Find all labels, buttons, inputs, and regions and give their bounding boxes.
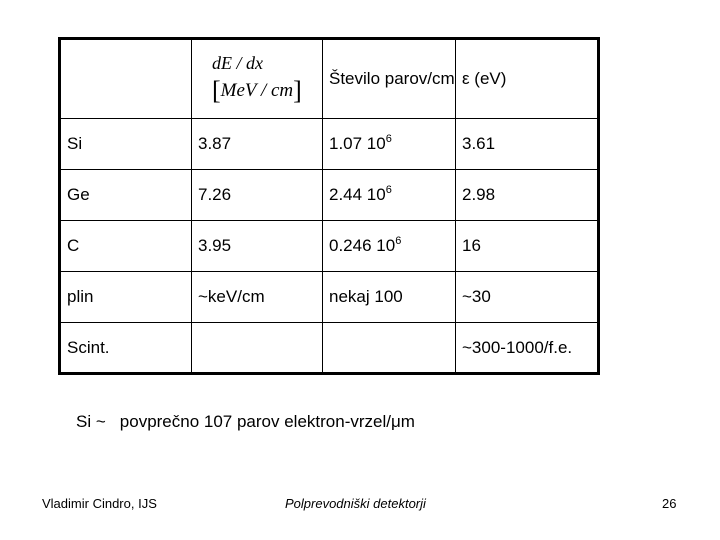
- table-row: [60, 170, 599, 221]
- pairs-cell: [323, 170, 456, 221]
- pairs-mantissa: 1.07 10: [329, 134, 386, 153]
- pair-density-note: [76, 412, 415, 432]
- dedx-formula: [212, 53, 302, 106]
- pairs-cell: [323, 323, 456, 374]
- pairs-exponent: 6: [385, 133, 392, 145]
- dedx-cell: [192, 323, 323, 374]
- header-dedx-cell: [192, 39, 323, 119]
- dedx-cell: 3.95: [192, 221, 323, 272]
- energy-cell: ~30: [456, 272, 599, 323]
- formula-top: dE / dx: [212, 52, 263, 73]
- material-cell: C: [60, 221, 192, 272]
- material-cell: Si: [60, 119, 192, 170]
- pairs-cell: [323, 221, 456, 272]
- material-cell: plin: [60, 272, 192, 323]
- formula-unit-line: [MeV / cm]: [212, 75, 302, 105]
- header-energy-cell: ε (eV): [456, 39, 599, 119]
- pairs-cell: [323, 119, 456, 170]
- pairs-mantissa: 0.246 10: [329, 236, 396, 255]
- pairs-exponent: 6: [385, 184, 392, 196]
- footer-author: Vladimir Cindro, IJS: [42, 496, 157, 511]
- table-row: [60, 119, 599, 170]
- pairs-mantissa: 2.44 10: [329, 185, 386, 204]
- energy-cell: 16: [456, 221, 599, 272]
- dedx-cell: ~keV/cm: [192, 272, 323, 323]
- energy-cell: 2.98: [456, 170, 599, 221]
- note-prefix: Si ~: [76, 412, 106, 431]
- page-number: 26: [662, 496, 677, 511]
- footer-title: Polprevodniški detektorji: [285, 496, 426, 511]
- dedx-cell: 7.26: [192, 170, 323, 221]
- energy-cell: ~300-1000/f.e.: [456, 323, 599, 374]
- header-corner-cell: [60, 39, 192, 119]
- dedx-cell: 3.87: [192, 119, 323, 170]
- material-cell: Scint.: [60, 323, 192, 374]
- table-row: [60, 323, 599, 374]
- table-header-row: [60, 39, 599, 119]
- table-row: [60, 272, 599, 323]
- formula-unit: MeV / cm: [220, 79, 294, 101]
- energy-cell: 3.61: [456, 119, 599, 170]
- note-text: povprečno 107 parov elektron-vrzel/μm: [119, 412, 415, 431]
- table-row: [60, 221, 599, 272]
- material-cell: Ge: [60, 170, 192, 221]
- pairs-exponent: 6: [395, 235, 402, 247]
- properties-table: [58, 37, 600, 375]
- pairs-cell: nekaj 100: [323, 272, 456, 323]
- header-pairs-cell: Število parov/cm: [323, 39, 456, 119]
